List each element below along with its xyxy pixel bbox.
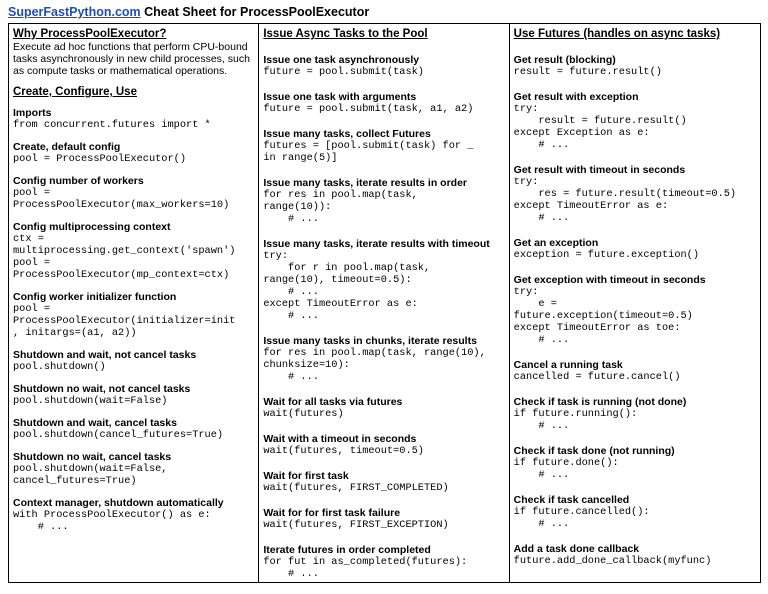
code-snippet: exception = future.exception() bbox=[513, 249, 700, 261]
entry-title: Cancel a running task bbox=[513, 359, 623, 371]
code-snippet: pool = ProcessPoolExecutor(initializer=init , initargs=(a1, a2)) bbox=[13, 303, 236, 339]
cheat-entry bbox=[263, 54, 508, 78]
entry-title: Shutdown and wait, cancel tasks bbox=[13, 417, 177, 429]
cheat-entry bbox=[13, 383, 258, 407]
entry-title: Check if task cancelled bbox=[513, 494, 630, 506]
issue-tasks-heading: Issue Async Tasks to the Pool bbox=[263, 28, 428, 40]
page-title bbox=[8, 5, 369, 19]
cheat-entry bbox=[13, 175, 258, 211]
code-snippet: pool.shutdown(cancel_futures=True) bbox=[13, 429, 224, 441]
code-snippet: try: res = future.result(timeout=0.5) except TimeoutError as e: # ... bbox=[513, 176, 737, 224]
entry-title: Get result with timeout in seconds bbox=[513, 164, 686, 176]
issue-tasks-entries bbox=[263, 54, 508, 580]
cheat-entry bbox=[263, 335, 508, 383]
use-futures-entries bbox=[514, 54, 760, 567]
code-snippet: pool = ProcessPoolExecutor(max_workers=10) bbox=[13, 187, 230, 211]
site-link[interactable]: SuperFastPython.com bbox=[8, 5, 141, 19]
entry-title: Shutdown no wait, not cancel tasks bbox=[13, 383, 191, 395]
code-snippet: if future.cancelled(): # ... bbox=[513, 506, 650, 530]
entry-title: Shutdown no wait, cancel tasks bbox=[13, 451, 172, 463]
create-configure-heading: Create, Configure, Use bbox=[13, 86, 137, 98]
code-snippet: wait(futures, FIRST_COMPLETED) bbox=[263, 482, 449, 494]
column-use-futures bbox=[509, 24, 760, 582]
cheat-entry bbox=[514, 445, 760, 481]
cheat-entry bbox=[263, 544, 508, 580]
entry-title: Config worker initializer function bbox=[13, 291, 177, 303]
entry-title: Issue many tasks, iterate results in order bbox=[263, 177, 468, 189]
code-snippet: pool.shutdown() bbox=[13, 361, 106, 373]
cheat-entry bbox=[514, 494, 760, 530]
why-heading: Why ProcessPoolExecutor? bbox=[13, 28, 167, 40]
use-futures-heading: Use Futures (handles on async tasks) bbox=[513, 28, 721, 40]
why-description: Execute ad hoc functions that perform CPU-bound tasks asynchronously in new child processes, such as compute tasks or mathematical operations. bbox=[13, 41, 250, 77]
entry-title: Create, default config bbox=[13, 141, 121, 153]
cheat-entry bbox=[514, 91, 760, 151]
code-snippet: with ProcessPoolExecutor() as e: # ... bbox=[13, 509, 211, 533]
cheat-entry bbox=[514, 359, 760, 383]
cheat-entry bbox=[13, 291, 258, 339]
cheat-entry bbox=[514, 54, 760, 78]
create-configure-entries bbox=[13, 107, 258, 533]
code-snippet: future.add_done_callback(myfunc) bbox=[513, 555, 712, 567]
cheat-entry bbox=[13, 141, 258, 165]
cheat-entry bbox=[514, 237, 760, 261]
title-text: Cheat Sheet for ProcessPoolExecutor bbox=[140, 5, 370, 19]
entry-title: Check if task done (not running) bbox=[513, 445, 675, 457]
cheat-entry bbox=[263, 507, 508, 531]
code-snippet: wait(futures, timeout=0.5) bbox=[263, 445, 424, 457]
entry-title: Context manager, shutdown automatically bbox=[13, 497, 224, 509]
cheat-entry bbox=[263, 433, 508, 457]
entry-title: Get result with exception bbox=[513, 91, 639, 103]
entry-title: Get exception with timeout in seconds bbox=[513, 274, 706, 286]
entry-title: Get an exception bbox=[513, 237, 599, 249]
code-snippet: for res in pool.map(task, range(10)): # ... bbox=[263, 189, 418, 225]
code-snippet: wait(futures) bbox=[263, 408, 344, 420]
entry-title: Wait for all tasks via futures bbox=[263, 396, 403, 408]
entry-title: Issue one task asynchronously bbox=[263, 54, 420, 66]
cheat-entry bbox=[263, 238, 508, 322]
code-snippet: future = pool.submit(task, a1, a2) bbox=[263, 103, 474, 115]
entry-title: Imports bbox=[13, 107, 52, 119]
entry-title: Issue one task with arguments bbox=[263, 91, 417, 103]
entry-title: Config multiprocessing context bbox=[13, 221, 171, 233]
cheat-entry bbox=[263, 128, 508, 164]
entry-title: Wait with a timeout in seconds bbox=[263, 433, 417, 445]
cheat-entry bbox=[263, 396, 508, 420]
cheat-entry bbox=[514, 274, 760, 346]
code-snippet: cancelled = future.cancel() bbox=[513, 371, 681, 383]
cheat-entry bbox=[13, 221, 258, 281]
cheat-entry bbox=[13, 417, 258, 441]
cheat-entry bbox=[514, 164, 760, 224]
cheat-entry bbox=[263, 91, 508, 115]
cheat-entry bbox=[13, 451, 258, 487]
code-snippet: if future.done(): # ... bbox=[513, 457, 619, 481]
entry-title: Config number of workers bbox=[13, 175, 144, 187]
cheat-entry bbox=[13, 349, 258, 373]
code-snippet: try: e = future.exception(timeout=0.5) except TimeoutError as toe: # ... bbox=[513, 286, 693, 346]
code-snippet: for fut in as_completed(futures): # ... bbox=[263, 556, 468, 580]
code-snippet: ctx = multiprocessing.get_context('spawn') pool = ProcessPoolExecutor(mp_context=ctx) bbox=[13, 233, 236, 281]
entry-title: Check if task is running (not done) bbox=[513, 396, 687, 408]
code-snippet: future = pool.submit(task) bbox=[263, 66, 424, 78]
cheat-entry bbox=[13, 107, 258, 131]
code-snippet: if future.running(): # ... bbox=[513, 408, 638, 432]
code-snippet: from concurrent.futures import * bbox=[13, 119, 211, 131]
column-create-configure bbox=[9, 24, 258, 582]
cheat-entry bbox=[263, 470, 508, 494]
entry-title: Wait for for first task failure bbox=[263, 507, 401, 519]
code-snippet: try: result = future.result() except Exception as e: # ... bbox=[513, 103, 687, 151]
entry-title: Wait for first task bbox=[263, 470, 349, 482]
code-snippet: pool.shutdown(wait=False) bbox=[13, 395, 168, 407]
code-snippet: pool.shutdown(wait=False, cancel_futures=True) bbox=[13, 463, 168, 487]
code-snippet: try: for r in pool.map(task, range(10), timeout=0.5): # ... except TimeoutError as e: # ... bbox=[263, 250, 431, 322]
entry-title: Issue many tasks, iterate results with timeout bbox=[263, 238, 490, 250]
entry-title: Issue many tasks in chunks, iterate results bbox=[263, 335, 477, 347]
cheat-entry bbox=[263, 177, 508, 225]
entry-title: Get result (blocking) bbox=[513, 54, 616, 66]
cheat-entry bbox=[13, 497, 258, 533]
entry-title: Issue many tasks, collect Futures bbox=[263, 128, 431, 140]
cheat-sheet-table bbox=[8, 23, 761, 583]
code-snippet: pool = ProcessPoolExecutor() bbox=[13, 153, 187, 165]
code-snippet: for res in pool.map(task, range(10), chunksize=10): # ... bbox=[263, 347, 486, 383]
cheat-entry bbox=[514, 543, 760, 567]
entry-title: Iterate futures in order completed bbox=[263, 544, 431, 556]
cheat-entry bbox=[514, 396, 760, 432]
code-snippet: wait(futures, FIRST_EXCEPTION) bbox=[263, 519, 449, 531]
code-snippet: result = future.result() bbox=[513, 66, 662, 78]
code-snippet: futures = [pool.submit(task) for _ in range(5)] bbox=[263, 140, 474, 164]
entry-title: Shutdown and wait, not cancel tasks bbox=[13, 349, 197, 361]
column-issue-tasks bbox=[258, 24, 508, 582]
entry-title: Add a task done callback bbox=[513, 543, 640, 555]
